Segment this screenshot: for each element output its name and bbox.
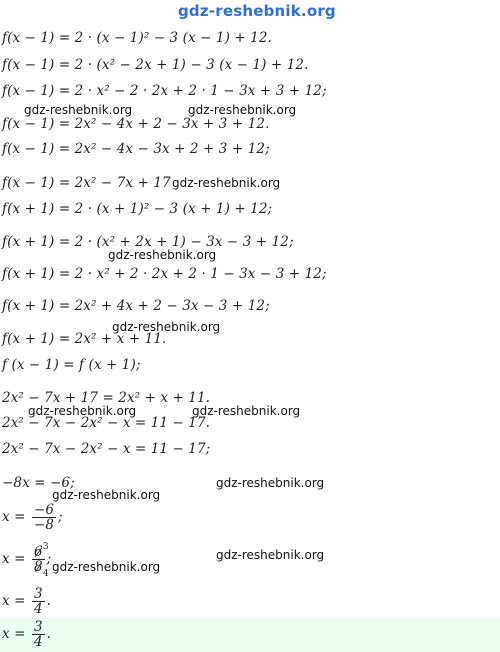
equation-line-13: 2x² − 7x + 17 = 2x² + x + 11. xyxy=(2,390,211,406)
reduced-numerator: 3 xyxy=(42,542,49,552)
equation-line-1: f(x − 1) = 2 · (x − 1)² − 3 (x − 1) + 12. xyxy=(2,30,272,46)
answer-highlight xyxy=(0,618,500,652)
watermark-label: gdz-reshebnik.org xyxy=(52,488,161,502)
equation-line-7: f(x + 1) = 2 · (x + 1)² − 3 (x + 1) + 12; xyxy=(2,201,273,217)
equation-line-15: 2x² − 7x − 2x² − x = 11 − 17; xyxy=(2,441,211,457)
fraction-prefix: x = xyxy=(2,593,26,609)
watermark-label: gdz-reshebnik.org xyxy=(28,404,137,418)
equation-line-5: f(x − 1) = 2x² − 4x − 3x + 2 + 3 + 12; xyxy=(2,141,270,157)
watermark-label: gdz-reshebnik.org xyxy=(108,248,217,262)
answer-line xyxy=(2,620,51,649)
fraction-line-3 xyxy=(2,587,51,616)
watermark-top: gdz-reshebnik.org xyxy=(178,2,336,20)
fraction-denominator: 4 xyxy=(33,634,43,650)
reduced-denominator: 4 xyxy=(42,569,49,579)
fraction-numerator: 6 xyxy=(33,544,43,560)
fraction-denominator: 8 xyxy=(33,559,43,575)
watermark-label: gdz-reshebnik.org xyxy=(112,320,221,334)
fraction-line-1 xyxy=(2,503,63,532)
equation-line-14: 2x² − 7x − 2x² − x = 11 − 17. xyxy=(2,415,211,431)
fraction-numerator: 3 xyxy=(33,586,43,602)
fraction-suffix: . xyxy=(46,593,52,609)
watermark-label: gdz-reshebnik.org xyxy=(172,176,281,190)
equation-line-16: −8x = −6; xyxy=(2,475,75,491)
watermark-label: gdz-reshebnik.org xyxy=(216,476,325,490)
equation-line-3: f(x − 1) = 2 · x² − 2 · 2x + 2 · 1 − 3x + 3 + 12; xyxy=(2,83,327,99)
fraction xyxy=(32,620,45,649)
watermark-label: gdz-reshebnik.org xyxy=(52,560,161,574)
equation-line-4: f(x − 1) = 2x² − 4x + 2 − 3x + 3 + 12. xyxy=(2,116,270,132)
fraction-cancelled xyxy=(32,542,49,579)
fraction-prefix: x = xyxy=(2,509,26,525)
fraction-prefix: x = xyxy=(2,551,26,567)
fraction-suffix: ; xyxy=(46,551,52,567)
watermark-label: gdz-reshebnik.org xyxy=(24,103,133,117)
watermark-label: gdz-reshebnik.org xyxy=(188,103,297,117)
fraction-numerator: −6 xyxy=(33,502,55,518)
equation-line-8: f(x + 1) = 2 · (x² + 2x + 1) − 3x − 3 + 12; xyxy=(2,234,294,250)
equation-line-11: f(x + 1) = 2x² + x + 11. xyxy=(2,331,167,347)
fraction-suffix: . xyxy=(46,626,52,642)
watermark-label: gdz-reshebnik.org xyxy=(192,404,301,418)
equation-line-2: f(x − 1) = 2 · (x² − 2x + 1) − 3 (x − 1) + 12. xyxy=(2,57,309,73)
fraction-numerator: 3 xyxy=(33,619,43,635)
fraction-suffix: ; xyxy=(58,509,63,525)
fraction-denominator: −8 xyxy=(33,517,55,533)
fraction-prefix: x = xyxy=(2,626,26,642)
equation-line-12: f (x − 1) = f (x + 1); xyxy=(2,357,141,373)
equation-line-10: f(x + 1) = 2x² + 4x + 2 − 3x − 3 + 12; xyxy=(2,298,270,314)
fraction-line-2 xyxy=(2,542,52,579)
fraction-denominator: 4 xyxy=(33,601,43,617)
fraction xyxy=(32,587,45,616)
equation-line-6: f(x − 1) = 2x² − 7x + 17 xyxy=(2,175,171,191)
fraction xyxy=(32,503,56,532)
equation-line-9: f(x + 1) = 2 · x² + 2 · 2x + 2 · 1 − 3x − 3 + 12; xyxy=(2,266,327,282)
watermark-label: gdz-reshebnik.org xyxy=(216,548,325,562)
